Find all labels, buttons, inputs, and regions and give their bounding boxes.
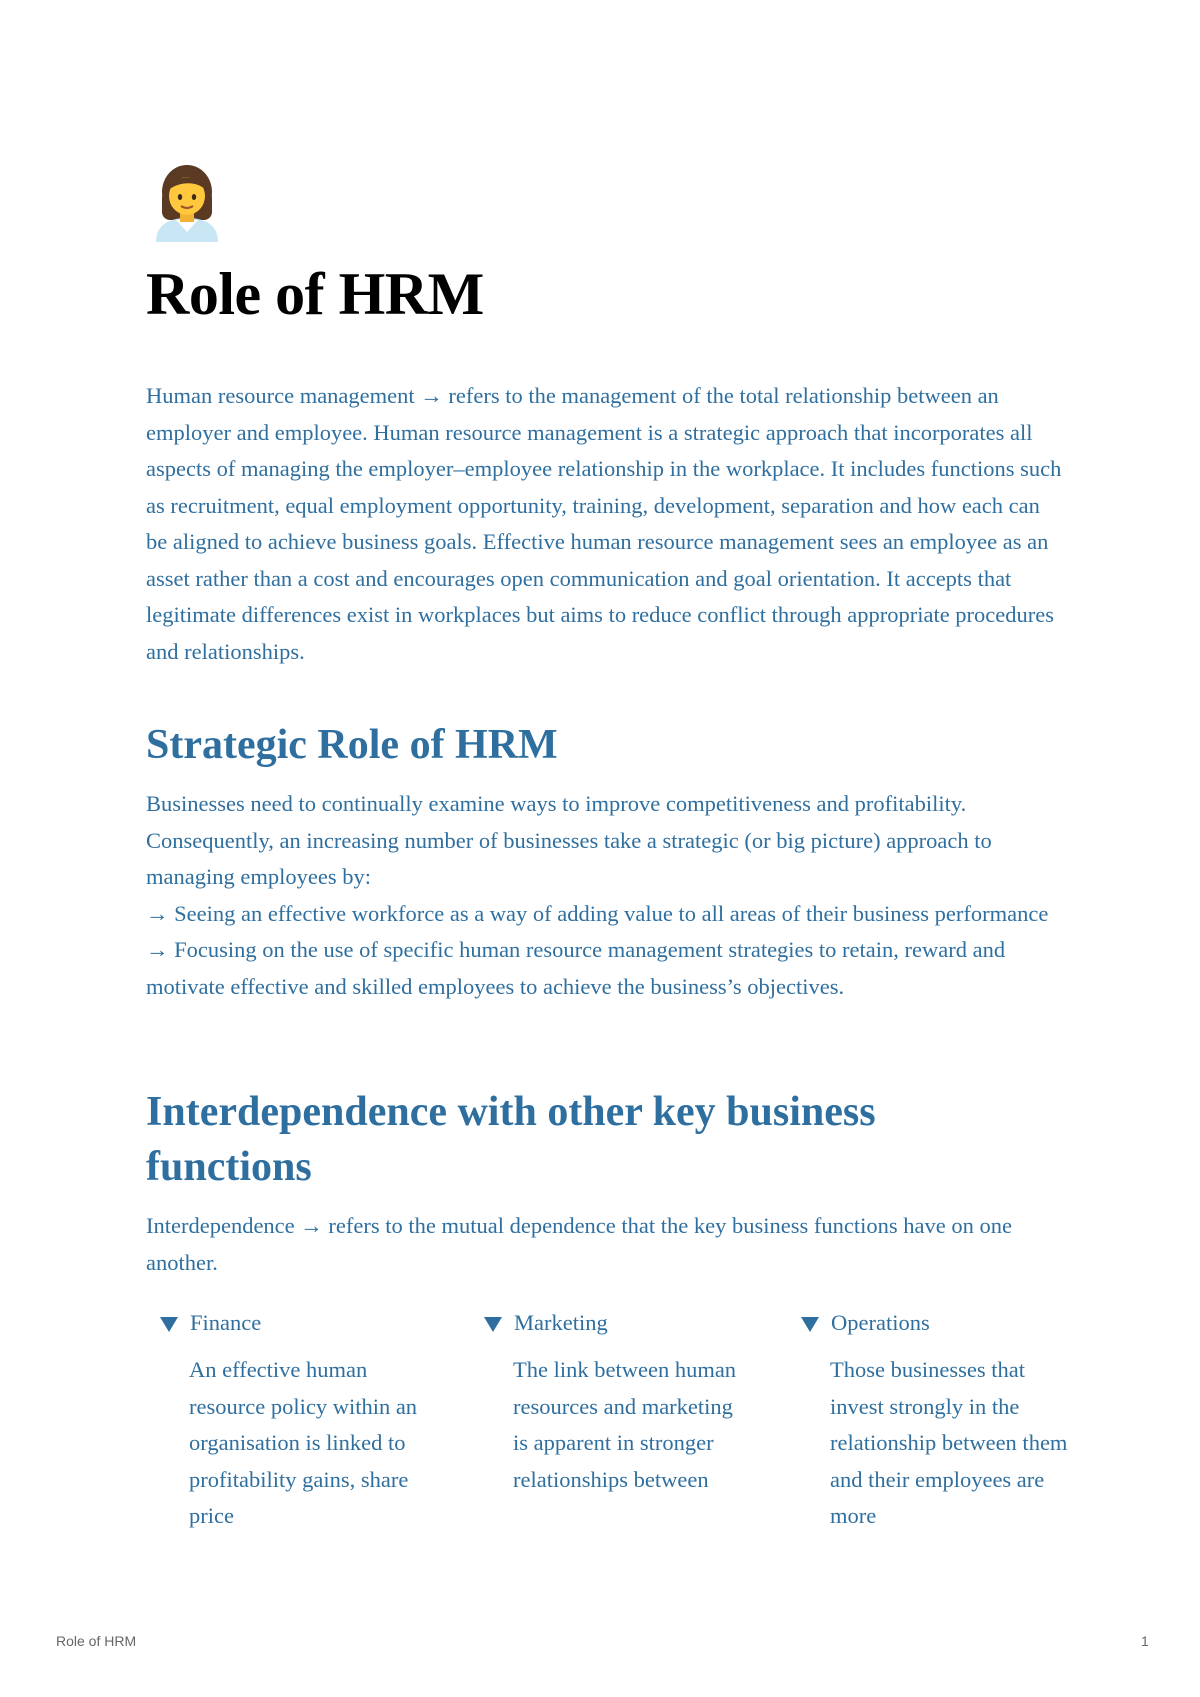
toggle-body: The link between human resources and marketing is apparent in stronger relationships between [513,1357,737,1492]
toggle-label: Marketing [514,1310,608,1335]
toggle-body: Those businesses that invest strongly in the relationship between them and their employees are more [830,1357,1068,1528]
strategic-line: Businesses need to continually examine ways to improve competitiveness and profitability. Consequently, an increasing number of businesses take a strategic (or big picture) approach to managing employees by: [146,791,992,889]
toggle-label: Finance [190,1310,262,1335]
footer-page-number: 1 [1141,1633,1149,1649]
toggle-label: Operations [831,1310,930,1335]
triangle-down-icon[interactable] [801,1317,819,1332]
toggle-block-marketing [484,1305,754,1498]
footer-doc-title: Role of HRM [56,1633,137,1649]
toggle-block-operations [801,1305,1071,1535]
strategic-line: → Seeing an effective workforce as a way of adding value to all areas of their business performance [146,900,1049,926]
interdependence-heading: Interdependence with other key business functions [146,1089,876,1190]
toggle-block-finance [160,1305,430,1535]
toggle-operations[interactable] [801,1305,1071,1341]
interdependence-definition: Interdependence → refers to the mutual dependence that the key business functions have on one another. [146,1213,1012,1275]
toggle-body: An effective human resource policy within an organisation is linked to profitability gains, share price [189,1357,418,1528]
toggle-marketing[interactable] [484,1305,754,1341]
triangle-down-icon[interactable] [160,1317,178,1332]
strategic-heading: Strategic Role of HRM [146,722,558,768]
strategic-paragraph [146,786,1076,1005]
page-title: Role of HRM [146,261,484,327]
triangle-down-icon[interactable] [484,1317,502,1332]
intro-paragraph: Human resource management → refers to the management of the total relationship between an employer and employee. Human resource management is a strategic approach that incorporates all aspects of managing the employer–employee relationship in the workplace. It includes functions such as recruitment, equal employment opportunity, training, development, separation and how each can be aligned to achieve business goals. Effective human resource management sees an employee as an asset rather than a cost and encourages open communication and goal orientation. It accepts that legitimate differences exist in workplaces but aims to reduce conflict through appropriate procedures and relationships. [146,383,1062,664]
strategic-line: → Focusing on the use of specific human resource management strategies to retain, reward and motivate effective and skilled employees to achieve the business’s objectives. [146,937,1006,999]
toggle-finance[interactable] [160,1305,430,1341]
woman-office-worker-icon [146,160,228,242]
